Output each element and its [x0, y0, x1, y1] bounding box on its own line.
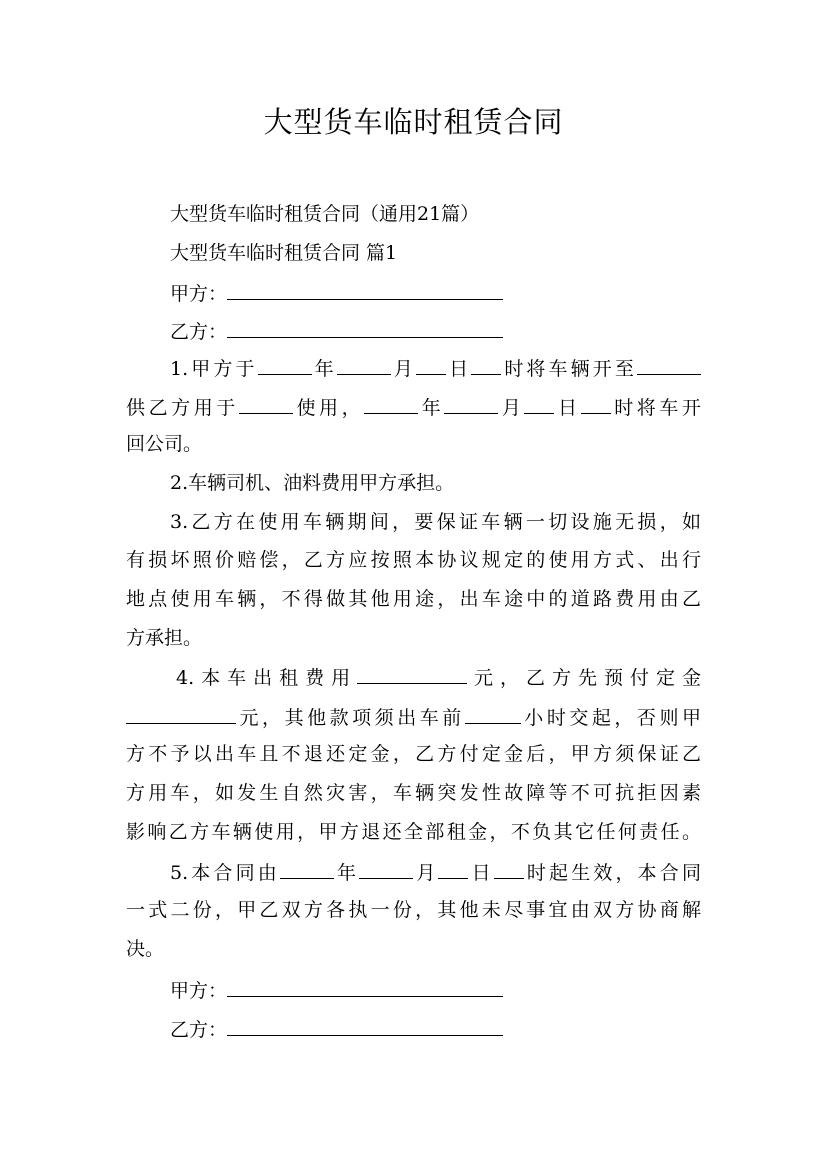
clause-5-text: 日: [468, 862, 494, 884]
clause-1-line-2: [126, 394, 701, 420]
hour-blank: [581, 394, 611, 414]
day-blank: [524, 394, 554, 414]
hours-blank: [465, 704, 521, 724]
clause-5-text: 月: [413, 862, 439, 884]
signature-party-b-label: 乙方：: [170, 1019, 228, 1041]
clause-1-text: 日: [554, 397, 581, 419]
clause-4-line-3: 方不予以出车且不退还定金，乙方付定金后，甲方须保证乙: [126, 743, 701, 765]
signature-party-a-line: [170, 977, 701, 1003]
document-subtitle: 大型货车临时租赁合同（通用21篇）: [170, 203, 480, 225]
month-blank: [359, 859, 413, 879]
destination-blank: [637, 355, 701, 375]
hour-blank: [494, 859, 524, 879]
party-a-blank: [227, 280, 503, 300]
party-a-label: 甲方：: [170, 283, 228, 305]
clause-4-text: 小时交起，否则甲: [520, 707, 701, 729]
clause-5-text: 时起生效，本合同: [523, 862, 701, 884]
party-b-line: [170, 318, 701, 344]
clause-4-line-1: [176, 664, 701, 690]
clause-4-line-4: 方用车，如发生自然灾害，车辆突发性故障等不可抗拒因素: [126, 782, 701, 804]
clause-1-line-3: 回公司。: [126, 433, 203, 455]
clause-5-line-3: 决。: [126, 938, 165, 960]
year-blank: [364, 394, 418, 414]
clause-4-text: 元，乙方先预付定金: [467, 667, 701, 689]
month-blank: [444, 394, 498, 414]
clause-5-text: 年: [333, 862, 360, 884]
clause-1-text: 年: [311, 358, 337, 380]
signature-party-b-blank: [227, 1016, 503, 1036]
signature-party-a-blank: [227, 977, 503, 997]
party-b-label: 乙方：: [170, 321, 228, 343]
signature-party-b-line: [170, 1016, 701, 1042]
clause-5-line-2: 一式二份，甲乙双方各执一份，其他未尽事宜由双方协商解: [126, 899, 701, 921]
clause-5-text: 5.本合同由: [170, 862, 280, 884]
clause-1-text: 时将车辆开至: [501, 358, 637, 380]
clause-3-line-1: 3.乙方在使用车辆期间，要保证车辆一切设施无损，如: [170, 511, 701, 533]
year-blank: [280, 859, 334, 879]
clause-4-line-2: [126, 704, 701, 730]
clause-1-line-1: [170, 355, 701, 381]
month-blank: [337, 355, 391, 375]
clause-1-text: 月: [498, 397, 525, 419]
party-b-blank: [227, 318, 503, 338]
deposit-blank: [126, 704, 236, 724]
clause-1-text: 年: [418, 397, 445, 419]
clause-1-text: 时将车开: [610, 397, 701, 419]
clause-4-text: 元，其他款项须出车前: [236, 707, 465, 729]
clause-1-text: 供乙方用于: [126, 397, 239, 419]
usage-blank: [239, 394, 293, 414]
year-blank: [258, 355, 312, 375]
clause-3-line-4: 方承担。: [126, 627, 203, 649]
clause-1-text: 使用，: [292, 397, 365, 419]
signature-party-a-label: 甲方：: [170, 980, 228, 1002]
day-blank: [416, 355, 446, 375]
clause-1-text: 1.甲方于: [170, 358, 258, 380]
hour-blank: [471, 355, 501, 375]
day-blank: [438, 859, 468, 879]
clause-3-line-3: 地点使用车辆，不得做其他用途，出车途中的道路费用由乙: [126, 588, 701, 610]
clause-3-line-2: 有损坏照价赔偿，乙方应按照本协议规定的使用方式、出行: [126, 549, 701, 571]
clause-4-text: 4.本车出租费用: [176, 667, 358, 689]
clause-5-line-1: [170, 859, 701, 885]
clause-1-text: 月: [390, 358, 416, 380]
section-heading: 大型货车临时租赁合同 篇1: [170, 242, 398, 264]
document-title: 大型货车临时租赁合同: [263, 105, 564, 139]
rental-fee-blank: [357, 664, 467, 684]
clause-1-text: 日: [446, 358, 472, 380]
clause-4-line-5: 影响乙方车辆使用，甲方退还全部租金，不负其它任何责任。: [126, 821, 701, 843]
party-a-line: [170, 280, 701, 306]
clause-2: 2.车辆司机、油料费用甲方承担。: [170, 472, 455, 494]
